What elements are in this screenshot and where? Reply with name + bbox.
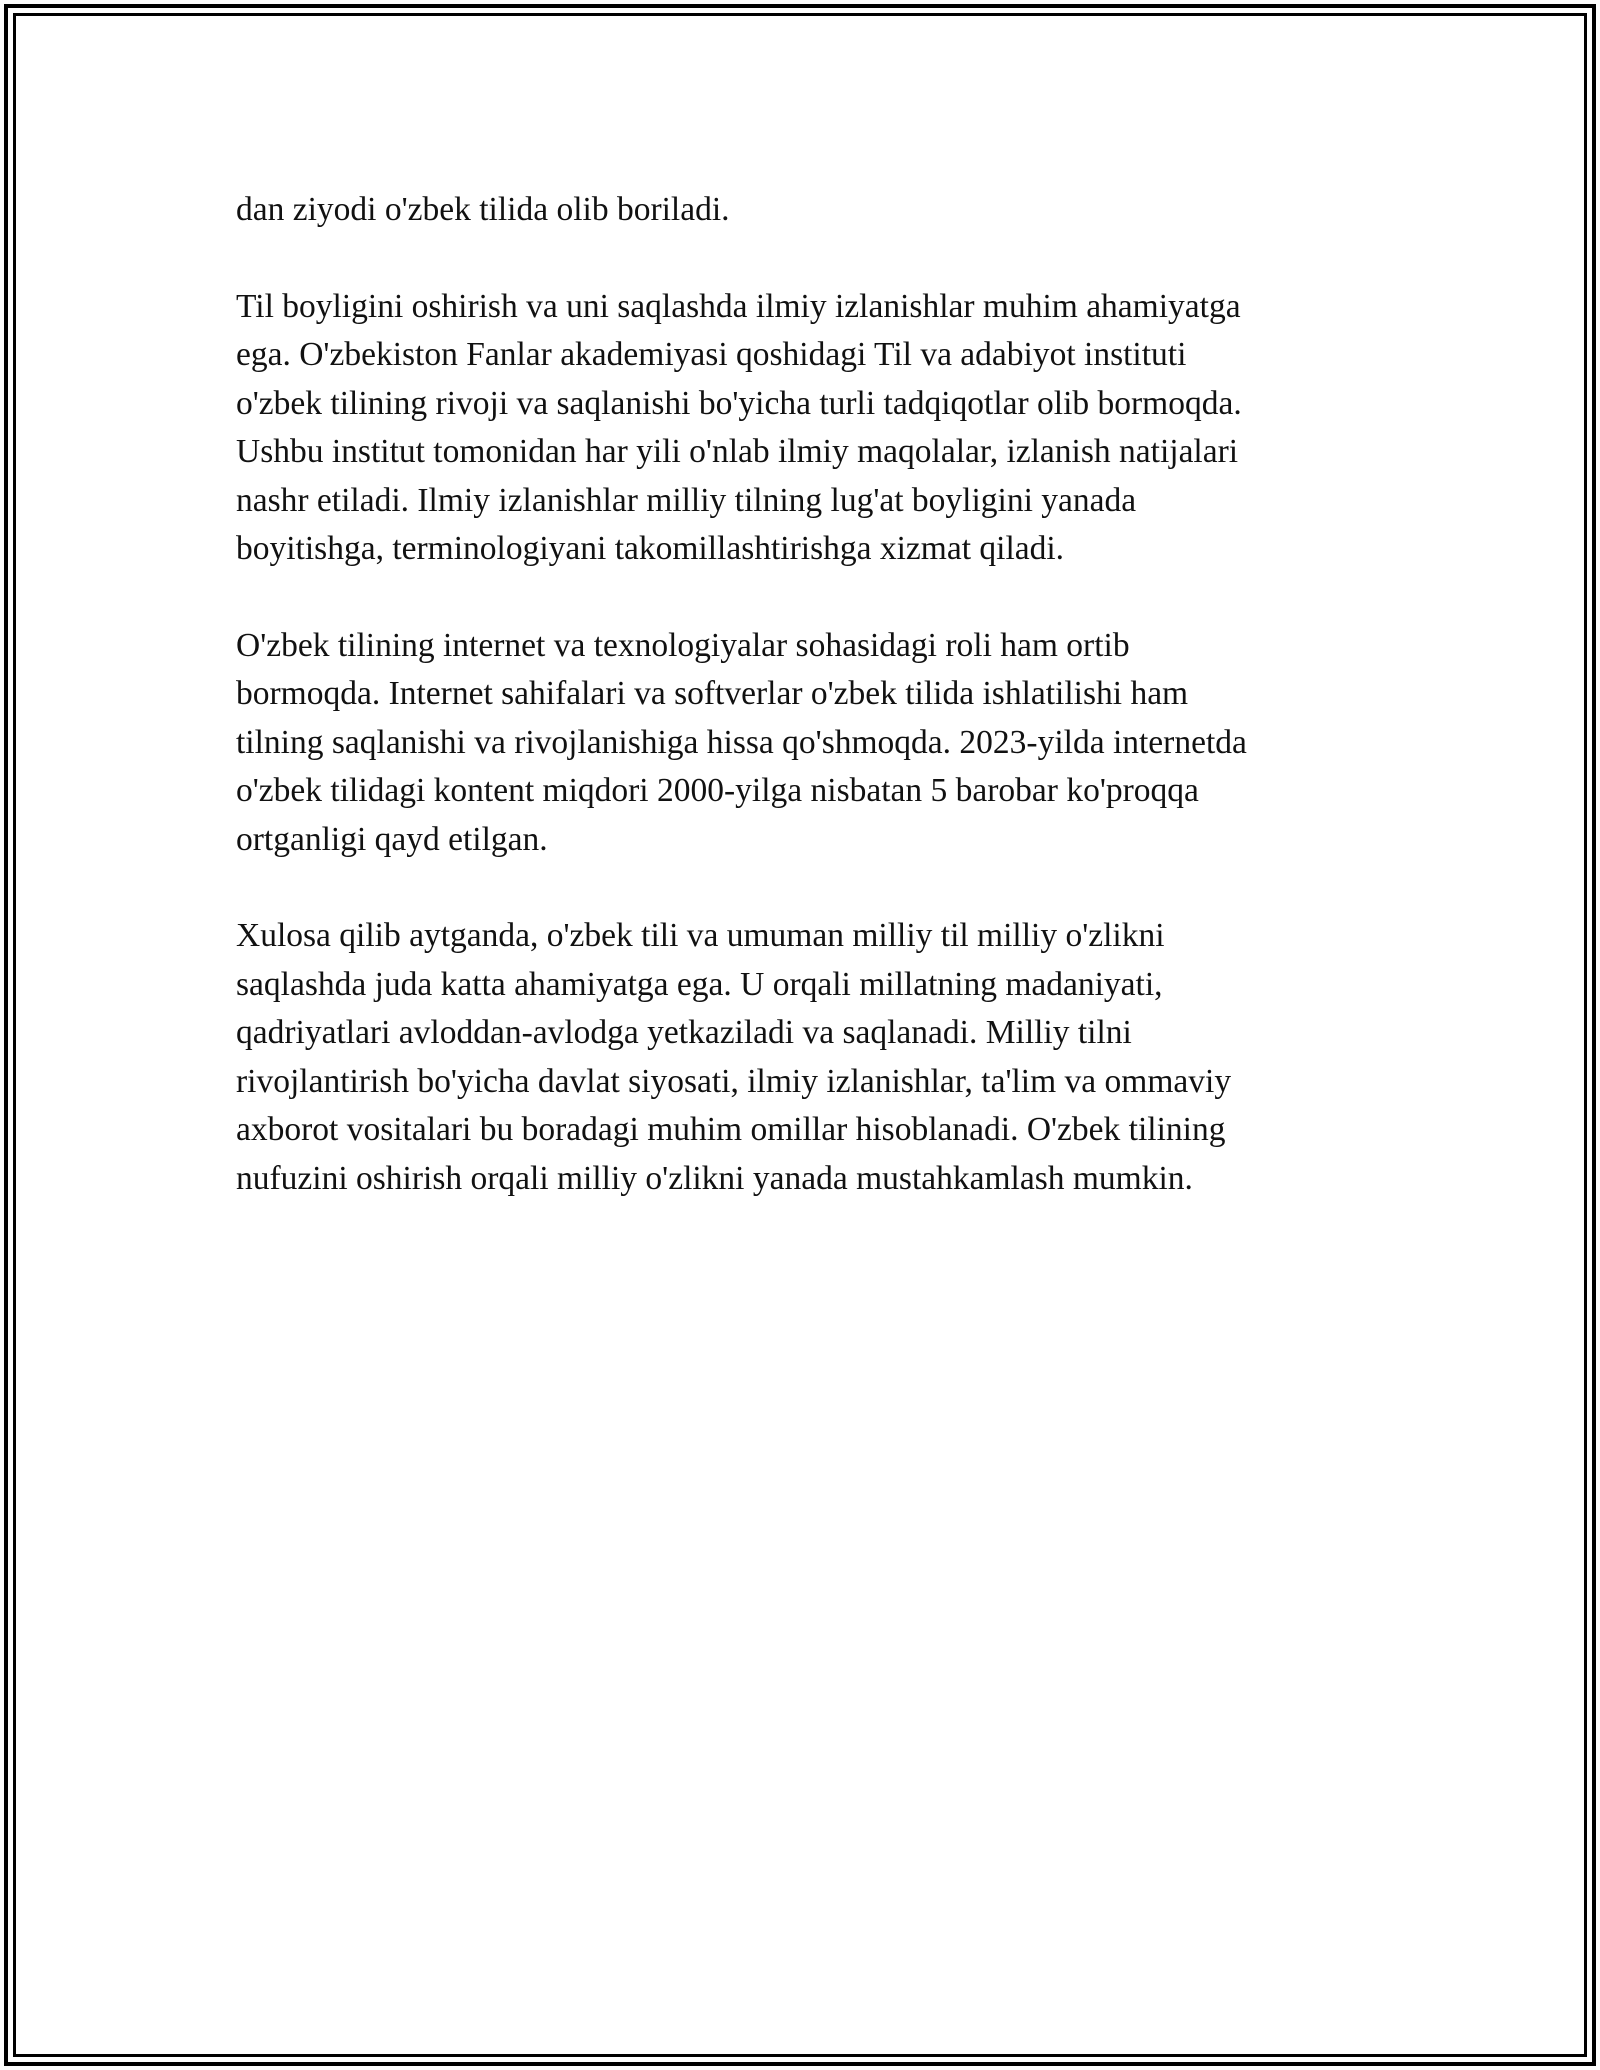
- text-line: o'zbek tilining rivoji va saqlanishi bo'yicha turli tadqiqotlar olib bormoqda.: [236, 384, 1242, 422]
- paragraph-2: [236, 283, 1366, 574]
- text-line: O'zbek tilining internet va texnologiyalar sohasidagi roli ham ortib: [236, 626, 1130, 664]
- paragraph-3: [236, 622, 1366, 865]
- text-line: Xulosa qilib aytganda, o'zbek tili va umuman milliy til milliy o'zlikni: [236, 917, 1165, 954]
- paragraph-1: [236, 186, 1366, 235]
- text-line: nufuzini oshirish orqali milliy o'zlikni yanada mustahkamlash mumkin.: [236, 1159, 1193, 1197]
- paragraph-4: [236, 912, 1366, 1203]
- text-line: rivojlantirish bo'yicha davlat siyosati, ilmiy izlanishlar, ta'lim va ommaviy: [236, 1062, 1232, 1100]
- text-line: saqlashda juda katta ahamiyatga ega. U orqali millatning madaniyati,: [236, 965, 1163, 1003]
- text-line: Ushbu institut tomonidan har yili o'nlab ilmiy maqolalar, izlanish natijalari: [236, 433, 1239, 470]
- text-line: o'zbek tilidagi kontent miqdori 2000-yilga nisbatan 5 barobar ko'proqqa: [236, 772, 1199, 809]
- text-line: bormoqda. Internet sahifalari va softverlar o'zbek tilida ishlatilishi ham: [236, 675, 1189, 712]
- text-line: tilning saqlanishi va rivojlanishiga hissa qo'shmoqda. 2023-yilda internetda: [236, 723, 1247, 761]
- text-line: dan ziyodi o'zbek tilida olib boriladi.: [236, 191, 730, 228]
- text-line: Til boyligini oshirish va uni saqlashda ilmiy izlanishlar muhim ahamiyatga: [236, 287, 1241, 325]
- text-line: qadriyatlari avloddan-avlodga yetkaziladi va saqlanadi. Milliy tilni: [236, 1014, 1132, 1051]
- text-line: nashr etiladi. Ilmiy izlanishlar milliy tilning lug'at boyligini yanada: [236, 481, 1137, 519]
- document-body: [236, 186, 1366, 1251]
- text-line: boyitishga, terminologiyani takomillashtirishga xizmat qiladi.: [236, 530, 1065, 567]
- text-line: axborot vositalari bu boradagi muhim omillar hisoblanadi. O'zbek tilining: [236, 1111, 1226, 1148]
- text-line: ortganligi qayd etilgan.: [236, 820, 548, 858]
- text-line: ega. O'zbekiston Fanlar akademiyasi qoshidagi Til va adabiyot instituti: [236, 336, 1187, 373]
